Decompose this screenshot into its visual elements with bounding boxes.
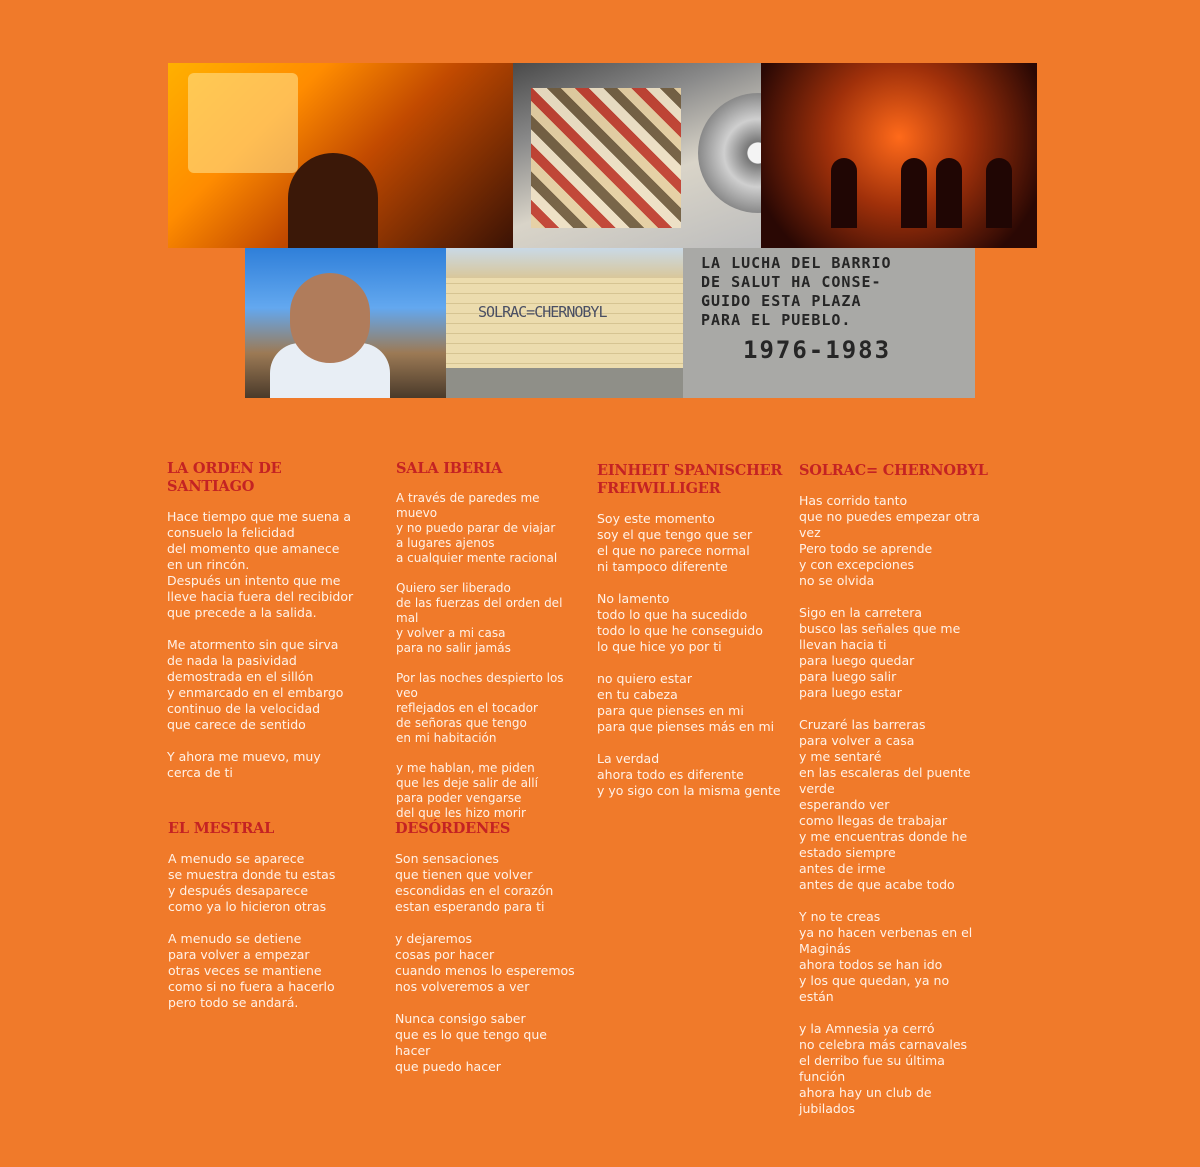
lyric-line: y me encuentras donde he <box>799 829 968 844</box>
lyric-line: Sigo en la carretera <box>799 605 923 620</box>
band-member <box>831 158 857 228</box>
lyric-line: continuo de la velocidad <box>167 701 321 716</box>
lyric-line: Por las noches despierto los <box>396 671 564 685</box>
photo-cd-case <box>513 63 761 248</box>
plaque-line: GUIDO ESTA PLAZA <box>701 292 862 310</box>
lyric-line: Hace tiempo que me suena a <box>167 509 352 524</box>
lyric-line: No lamento <box>597 591 670 606</box>
lyric-line: demostrada en el sillón <box>167 669 314 684</box>
lyric-line: estado siempre <box>799 845 896 860</box>
song-sala-iberia <box>396 460 571 836</box>
poster-collage <box>531 88 681 228</box>
lyric-stanza <box>799 493 989 589</box>
lyric-line: Nunca consigo saber <box>395 1011 526 1026</box>
lyric-line: nos volveremos a ver <box>395 979 530 994</box>
lyric-line: y me hablan, me piden <box>396 761 535 775</box>
lyric-line: La verdad <box>597 751 660 766</box>
lyric-line: A través de paredes me <box>396 491 540 505</box>
lyric-stanza <box>597 591 787 655</box>
plaque-line: PARA EL PUEBLO. <box>701 311 852 329</box>
song-title: DESÓRDENES <box>395 820 511 837</box>
song-el-mestral <box>168 820 358 1027</box>
lyric-line: para poder vengarse <box>396 791 522 805</box>
lyric-line: en un rincón. <box>167 557 250 572</box>
photo-band-stage <box>761 63 1037 248</box>
lyric-line: están <box>799 989 834 1004</box>
lyric-line: y los que quedan, ya no <box>799 973 950 988</box>
lyric-line: y con excepciones <box>799 557 915 572</box>
lyric-line: hacer <box>395 1043 431 1058</box>
lyric-line: escondidas en el corazón <box>395 883 554 898</box>
plaque-line: DE SALUT HA CONSE- <box>701 273 882 291</box>
song-title: EL MESTRAL <box>168 820 275 837</box>
lyric-line: de señoras que tengo <box>396 716 527 730</box>
lyric-line: pero todo se andará. <box>168 995 299 1010</box>
brick-wall <box>446 278 683 373</box>
photo-man-sunglasses <box>245 248 446 398</box>
lyric-stanza <box>396 671 571 746</box>
singer-figure <box>288 153 378 248</box>
song-title: LA ORDEN DE SANTIAGO <box>167 460 282 495</box>
lyric-line: como llegas de trabajar <box>799 813 948 828</box>
lyric-line: se muestra donde tu estas <box>168 867 336 882</box>
band-member <box>986 158 1012 228</box>
lyric-stanza <box>597 751 787 799</box>
lyric-line: veo <box>396 686 418 700</box>
lyric-line: que puedo hacer <box>395 1059 501 1074</box>
lyric-line: Quiero ser liberado <box>396 581 511 595</box>
lyric-line: estan esperando para ti <box>395 899 545 914</box>
lyric-line: Me atormento sin que sirva <box>167 637 339 652</box>
lyric-line: y después desaparece <box>168 883 309 898</box>
lyric-line: verde <box>799 781 835 796</box>
lyric-line: antes de que acabe todo <box>799 877 955 892</box>
lyric-line: en mi habitación <box>396 731 497 745</box>
lyric-stanza <box>395 851 585 915</box>
lyric-line: de nada la pasividad <box>167 653 297 668</box>
lyric-line: que carece de sentido <box>167 717 306 732</box>
lyric-line: y enmarcado en el embargo <box>167 685 344 700</box>
lyric-line: otras veces se mantiene <box>168 963 322 978</box>
lyric-line: llevan hacia ti <box>799 637 887 652</box>
lyric-line: Y no te creas <box>799 909 881 924</box>
lyric-line: mal <box>396 611 419 625</box>
lyric-stanza <box>597 511 787 575</box>
lyric-line: en tu cabeza <box>597 687 678 702</box>
graffiti-text: SOLRAC=CHERNOBYL <box>478 303 607 321</box>
lyric-line: para no salir jamás <box>396 641 511 655</box>
plaque-line: LA LUCHA DEL BARRIO <box>701 254 892 272</box>
lyric-line: y dejaremos <box>395 931 473 946</box>
song-einheit-spanischer-freiwilliger <box>597 462 787 815</box>
lyric-stanza <box>167 749 372 781</box>
cd-disc <box>698 93 761 213</box>
man-face <box>290 273 370 363</box>
lyric-line: para luego quedar <box>799 653 915 668</box>
lyric-line: y la Amnesia ya cerró <box>799 1021 935 1036</box>
lyric-line: no celebra más carnavales <box>799 1037 968 1052</box>
lyric-line: y volver a mi casa <box>396 626 506 640</box>
lyric-line: esperando ver <box>799 797 890 812</box>
lyric-line: antes de irme <box>799 861 886 876</box>
lyric-stanza <box>167 509 372 621</box>
lyric-line: como ya lo hicieron otras <box>168 899 327 914</box>
lyric-stanza <box>396 491 571 566</box>
photo-bar-singer <box>168 63 513 248</box>
lyric-line: ni tampoco diferente <box>597 559 728 574</box>
lyric-stanza <box>395 1011 585 1075</box>
lyric-line: Son sensaciones <box>395 851 499 866</box>
lyric-stanza <box>799 605 989 701</box>
lyric-line: lo que hice yo por ti <box>597 639 722 654</box>
lyric-line: no quiero estar <box>597 671 692 686</box>
lyric-line: Pero todo se aprende <box>799 541 933 556</box>
song-la-orden-de-santiago <box>167 460 372 797</box>
lyric-line: a cualquier mente racional <box>396 551 558 565</box>
lyric-stanza <box>799 909 989 1005</box>
lyric-line: función <box>799 1069 846 1084</box>
band-member <box>901 158 927 228</box>
band-member <box>936 158 962 228</box>
lyric-line: cerca de ti <box>167 765 233 780</box>
song-title: EINHEIT SPANISCHER FREIWILLIGER <box>597 462 783 497</box>
lyric-line: que no puedes empezar otra <box>799 509 980 524</box>
photo-plaque <box>683 248 975 398</box>
lyric-line: Soy este momento <box>597 511 715 526</box>
plaque-year: 1976-1983 <box>743 336 892 364</box>
song-title: SALA IBERIA <box>396 460 503 477</box>
lyric-line: en las escaleras del puente <box>799 765 971 780</box>
lyric-stanza <box>167 637 372 733</box>
lyric-line: ya no hacen verbenas en el <box>799 925 973 940</box>
lyric-stanza <box>799 1021 989 1117</box>
plaque-text <box>701 254 969 394</box>
lyric-line: ahora todos se han ido <box>799 957 943 972</box>
lyric-line: ahora hay un club de <box>799 1085 932 1100</box>
lyric-line: lleve hacia fuera del recibidor <box>167 589 354 604</box>
lyric-line: que precede a la salida. <box>167 605 317 620</box>
lyric-line: del momento que amanece <box>167 541 340 556</box>
lyric-line: ahora todo es diferente <box>597 767 744 782</box>
lyric-line: cosas por hacer <box>395 947 495 962</box>
lyric-stanza <box>799 717 989 893</box>
lyric-line: y me sentaré <box>799 749 882 764</box>
lyric-line: todo lo que ha sucedido <box>597 607 748 622</box>
lyric-line: busco las señales que me <box>799 621 961 636</box>
lyric-line: para que pienses más en mi <box>597 719 775 734</box>
song-desordenes <box>395 820 585 1091</box>
lyric-stanza <box>168 931 358 1011</box>
song-solrac-chernobyl <box>799 462 989 1133</box>
shirt-on-wall <box>188 73 298 173</box>
lyric-line: Y ahora me muevo, muy <box>167 749 321 764</box>
sidewalk <box>446 368 683 398</box>
lyric-line: cuando menos lo esperemos <box>395 963 575 978</box>
lyric-line: que tienen que volver <box>395 867 533 882</box>
lyric-line: muevo <box>396 506 438 520</box>
song-title: SOLRAC= CHERNOBYL <box>799 462 988 479</box>
lyric-line: para volver a empezar <box>168 947 310 962</box>
lyric-line: de las fuerzas del orden del <box>396 596 563 610</box>
lyric-line: consuelo la felicidad <box>167 525 295 540</box>
lyric-line: soy el que tengo que ser <box>597 527 753 542</box>
photo-graffiti-wall <box>446 248 683 398</box>
lyric-line: para luego salir <box>799 669 897 684</box>
lyric-line: para que pienses en mi <box>597 703 744 718</box>
lyric-stanza <box>396 581 571 656</box>
lyric-line: que les deje salir de allí <box>396 776 538 790</box>
lyric-line: Maginás <box>799 941 851 956</box>
lyric-stanza <box>396 761 571 821</box>
lyric-line: el derribo fue su última <box>799 1053 945 1068</box>
lyric-line: como si no fuera a hacerlo <box>168 979 335 994</box>
lyric-line: Has corrido tanto <box>799 493 908 508</box>
lyric-line: Cruzaré las barreras <box>799 717 926 732</box>
lyric-line: reflejados en el tocador <box>396 701 538 715</box>
lyric-line: vez <box>799 525 821 540</box>
lyric-line: del que les hizo morir <box>396 806 526 820</box>
lyric-line: no se olvida <box>799 573 875 588</box>
lyric-line: a lugares ajenos <box>396 536 495 550</box>
lyric-line: y yo sigo con la misma gente <box>597 783 781 798</box>
lyric-line: para volver a casa <box>799 733 915 748</box>
lyric-stanza <box>597 671 787 735</box>
lyric-line: y no puedo parar de viajar <box>396 521 556 535</box>
lyric-line: Después un intento que me <box>167 573 341 588</box>
lyric-line: jubilados <box>799 1101 856 1116</box>
lyric-line: A menudo se aparece <box>168 851 305 866</box>
lyric-line: el que no parece normal <box>597 543 750 558</box>
lyric-stanza <box>168 851 358 915</box>
lyric-line: A menudo se detiene <box>168 931 302 946</box>
lyric-line: todo lo que he conseguido <box>597 623 763 638</box>
lyric-line: que es lo que tengo que <box>395 1027 547 1042</box>
lyric-line: para luego estar <box>799 685 902 700</box>
lyric-stanza <box>395 931 585 995</box>
